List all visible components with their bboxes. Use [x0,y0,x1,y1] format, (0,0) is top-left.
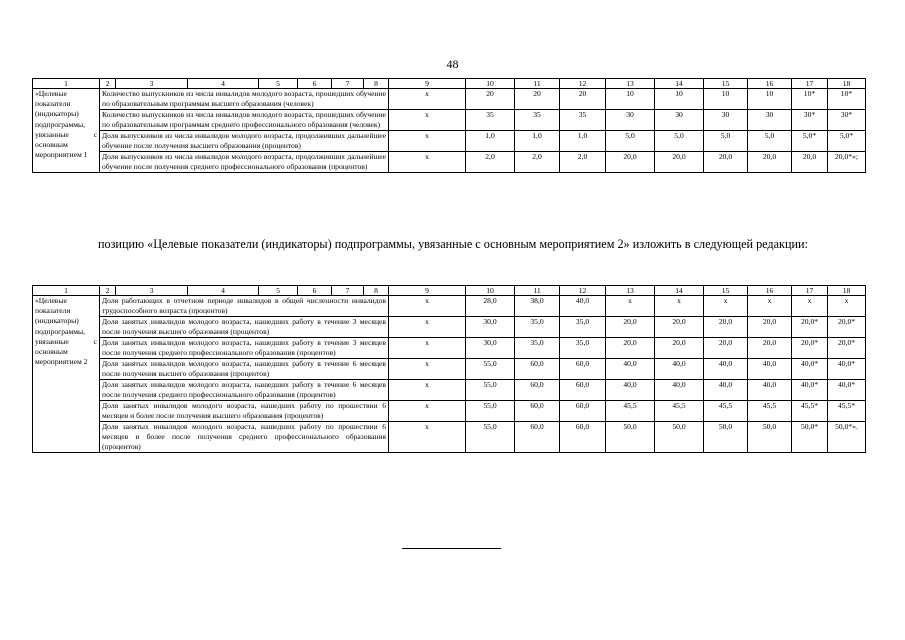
indicator-value: 60,0 [515,380,560,401]
indicator-value: 10 [606,89,655,110]
indicator-value: 40,0 [606,359,655,380]
indicator-value: 1,0 [560,131,606,152]
table-row [33,338,866,359]
indicator-value: 30* [828,110,866,131]
indicator-value: 45,5 [704,401,748,422]
indicator-value: 30,0 [466,317,515,338]
column-number-cell: 9 [389,286,466,296]
indicator-description: Доля занятых инвалидов молодого возраста, нашедших работу в течение 3 месяцев после получения среднего профессионального образования (процентов) [100,338,389,359]
indicator-value: 40,0* [792,359,828,380]
indicator-value: 20,0* [792,317,828,338]
column-number-cell: 12 [560,286,606,296]
indicator-value: 55,0 [466,380,515,401]
indicator-value: 60,0 [560,359,606,380]
indicator-value: х [828,296,866,317]
indicator-value: 28,0 [466,296,515,317]
indicator-value: 40,0 [655,359,704,380]
column-number-cell: 3 [116,79,188,89]
indicator-value: 5,0 [655,131,704,152]
indicator-value: 20,0*»; [828,152,866,173]
indicator-value: х [704,296,748,317]
indicator-value: 35,0 [560,317,606,338]
column-number-cell: 4 [188,286,259,296]
column-number-cell: 10 [466,286,515,296]
indicator-value: 45,5 [606,401,655,422]
indicators-table-2 [32,285,866,453]
column-number-cell: 6 [298,286,332,296]
indicator-value: х [606,296,655,317]
indicator-value: 50,0 [606,422,655,453]
indicator-value: 60,0 [560,380,606,401]
indicator-description: Доля занятых инвалидов молодого возраста, нашедших работу в течение 6 месяцев после получения высшего образования (процентов) [100,359,389,380]
column-number-cell: 8 [364,286,389,296]
indicator-value: х [389,89,466,110]
column-number-cell: 4 [188,79,259,89]
indicator-value: 35 [560,110,606,131]
column-number-cell: 14 [655,79,704,89]
indicator-value: 30 [704,110,748,131]
indicator-value: х [792,296,828,317]
table-row [33,422,866,453]
column-number-cell: 15 [704,286,748,296]
indicator-value: 60,0 [515,422,560,453]
indicator-description: Доля выпускников из числа инвалидов молодого возраста, продолживших дальнейшее обучение после получения среднего профессионального образования (процентов) [100,152,389,173]
indicator-value: 50,0 [748,422,792,453]
indicator-description: Доля работающих в отчетном периоде инвалидов в общей численности инвалидов трудоспособного возраста (процентов) [100,296,389,317]
footer-separator-line [402,548,501,549]
indicator-value: 30* [792,110,828,131]
indicator-value: 35,0 [515,317,560,338]
indicator-value: 20,0 [606,152,655,173]
indicator-value: 55,0 [466,401,515,422]
indicator-value: 50,0* [792,422,828,453]
column-number-cell: 9 [389,79,466,89]
indicator-value: 2,0 [560,152,606,173]
indicator-value: 30,0 [466,338,515,359]
indicator-value: 2,0 [466,152,515,173]
column-number-cell: 6 [298,79,332,89]
indicator-value: 55,0 [466,422,515,453]
indicator-value: 55,0 [466,359,515,380]
indicator-value: 35 [466,110,515,131]
indicator-value: х [389,110,466,131]
indicator-value: 5,0 [748,131,792,152]
indicator-value: 60,0 [560,422,606,453]
column-number-cell: 3 [116,286,188,296]
column-number-row [33,286,866,296]
indicator-value: 45,5 [655,401,704,422]
page-number: 48 [446,57,459,71]
row-group-label: «Целевые показатели (индикаторы) подпрограммы, увязанные с основным мероприятием 1 [33,89,100,173]
indicator-value: 5,0 [606,131,655,152]
indicator-value: 45,5* [828,401,866,422]
indicator-value: 20,0 [704,317,748,338]
indicator-value: 20,0 [606,338,655,359]
indicator-value: 30 [655,110,704,131]
indicator-value: 20,0 [748,338,792,359]
column-number-cell: 1 [33,286,100,296]
indicator-value: 10 [704,89,748,110]
table-row [33,359,866,380]
indicator-value: 20 [560,89,606,110]
indicator-value: 30 [606,110,655,131]
indicator-value: 10 [748,89,792,110]
column-number-cell: 18 [828,286,866,296]
column-number-cell: 11 [515,79,560,89]
indicator-description: Доля занятых инвалидов молодого возраста, нашедших работу по прошествии 6 месяцев и более после получения среднего профессионального образования (процентов) [100,422,389,453]
indicator-value: 60,0 [515,359,560,380]
indicator-description: Доля выпускников из числа инвалидов молодого возраста, продолживших дальнейшее обучение после получения высшего образования (процентов) [100,131,389,152]
table-row [33,380,866,401]
indicator-value: 45,5* [792,401,828,422]
indicator-value: 40,0* [792,380,828,401]
column-number-cell: 13 [606,79,655,89]
indicator-value: 20,0 [704,152,748,173]
indicator-value: 50,0*». [828,422,866,453]
indicator-value: х [389,317,466,338]
column-number-cell: 15 [704,79,748,89]
column-number-cell: 18 [828,79,866,89]
indicator-value: 50,0 [704,422,748,453]
column-number-cell: 14 [655,286,704,296]
indicator-value: 5,0* [792,131,828,152]
indicator-description: Доля занятых инвалидов молодого возраста, нашедших работу по прошествии 6 месяцев и более после получения высшего образования (процентов) [100,401,389,422]
indicator-value: 40,0 [748,359,792,380]
table-row [33,401,866,422]
indicator-description: Доля занятых инвалидов молодого возраста, нашедших работу в течение 3 месяцев после получения высшего образования (процентов) [100,317,389,338]
indicator-description: Доля занятых инвалидов молодого возраста, нашедших работу в течение 6 месяцев после получения среднего профессионального образования (процентов) [100,380,389,401]
indicator-value: 40,0 [748,380,792,401]
indicator-value: 5,0 [704,131,748,152]
indicator-value: х [655,296,704,317]
column-number-cell: 17 [792,286,828,296]
indicator-value: 35,0 [515,338,560,359]
amendment-paragraph: позицию «Целевые показатели (индикаторы) подпрограммы, увязанные с основным мероприятием 2» изложить в следующей редакции: [98,237,808,251]
indicator-value: 20,0 [704,338,748,359]
indicator-value: 20,0* [828,338,866,359]
indicator-value: 45,5 [748,401,792,422]
indicator-value: 10 [655,89,704,110]
indicator-value: 20 [515,89,560,110]
indicator-value: 1,0 [515,131,560,152]
column-number-row [33,79,866,89]
indicator-value: х [389,131,466,152]
indicator-value: 2,0 [515,152,560,173]
indicator-value: 40,0 [560,296,606,317]
indicator-value: 20,0 [655,317,704,338]
indicator-value: х [389,359,466,380]
indicator-value: 40,0* [828,359,866,380]
column-number-cell: 2 [100,286,116,296]
indicator-value: 20,0 [748,152,792,173]
indicator-value: 40,0 [606,380,655,401]
column-number-cell: 8 [364,79,389,89]
indicator-value: 40,0 [704,359,748,380]
indicator-value: 40,0 [704,380,748,401]
indicator-value: 60,0 [515,401,560,422]
indicator-value: 35 [515,110,560,131]
column-number-cell: 5 [259,286,298,296]
indicator-value: х [389,338,466,359]
table-row [33,89,866,110]
indicator-value: х [389,296,466,317]
table-row [33,152,866,173]
indicator-value: 10* [792,89,828,110]
indicator-value: х [389,380,466,401]
indicator-value: х [389,152,466,173]
indicator-value: х [389,401,466,422]
indicator-value: 20,0 [792,152,828,173]
indicator-value: 20,0* [828,317,866,338]
indicator-value: 30 [748,110,792,131]
table-row [33,317,866,338]
indicator-value: 20,0* [792,338,828,359]
indicator-value: 5,0* [828,131,866,152]
indicator-value: 50,0 [655,422,704,453]
indicator-value: 20,0 [748,317,792,338]
column-number-cell: 10 [466,79,515,89]
indicator-value: 40,0 [655,380,704,401]
indicators-table-1 [32,78,866,173]
indicator-description: Количество выпускников из числа инвалидов молодого возраста, прошедших обучение по образовательным программам высшего образования (человек) [100,89,389,110]
row-group-label: «Целевые показатели (индикаторы) подпрограммы, увязанные с основным мероприятием 2 [33,296,100,453]
indicator-value: 40,0* [828,380,866,401]
column-number-cell: 17 [792,79,828,89]
column-number-cell: 11 [515,286,560,296]
column-number-cell: 7 [332,79,364,89]
column-number-cell: 5 [259,79,298,89]
table-row [33,110,866,131]
indicator-value: 20,0 [606,317,655,338]
indicator-value: 35,0 [560,338,606,359]
indicator-value: 20,0 [655,152,704,173]
column-number-cell: 2 [100,79,116,89]
indicator-value: х [748,296,792,317]
table-row [33,296,866,317]
column-number-cell: 7 [332,286,364,296]
table-row [33,131,866,152]
column-number-cell: 16 [748,286,792,296]
indicator-value: х [389,422,466,453]
indicator-value: 38,0 [515,296,560,317]
column-number-cell: 13 [606,286,655,296]
indicator-value: 1,0 [466,131,515,152]
indicator-description: Количество выпускников из числа инвалидов молодого возраста, прошедших обучение по образовательным программам среднего профессионального образования (человек) [100,110,389,131]
indicator-value: 20,0 [655,338,704,359]
indicator-value: 60,0 [560,401,606,422]
indicator-value: 20 [466,89,515,110]
column-number-cell: 12 [560,79,606,89]
column-number-cell: 1 [33,79,100,89]
indicator-value: 10* [828,89,866,110]
column-number-cell: 16 [748,79,792,89]
